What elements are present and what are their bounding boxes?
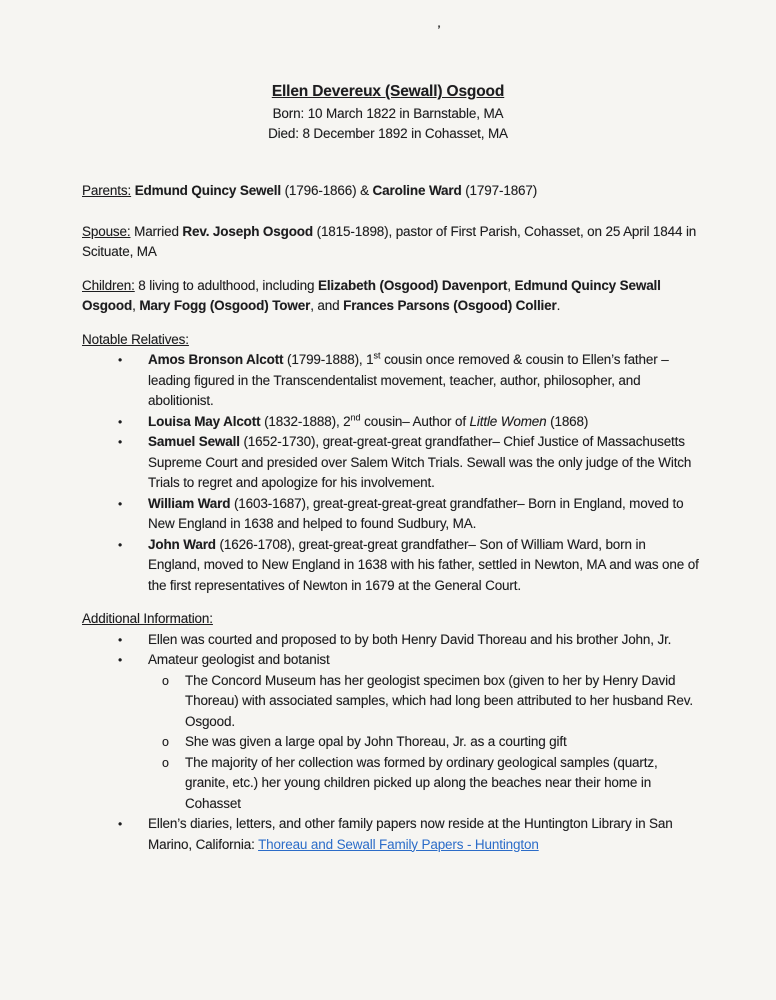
subinfo-item-collection xyxy=(82,753,700,815)
text-run: The Concord Museum has her geologist specimen box (given to her by Henry David Thoreau) with associated samples, which had long been attributed to her husband Rev. Osgood. xyxy=(185,672,693,729)
text-run: (1815-1898), pastor of First Parish, Cohasset, on 25 April 1844 in Scituate, MA xyxy=(82,223,697,259)
additional-information-heading: Additional Information: xyxy=(82,611,213,626)
bullet-icon: • xyxy=(118,537,123,552)
relative-item-samuel-sewall xyxy=(82,432,700,494)
text-run: (1797-1867) xyxy=(461,183,538,198)
notable-relatives-section xyxy=(82,330,700,597)
subinfo-item-text xyxy=(185,671,700,733)
text-run: Married xyxy=(130,223,183,239)
relative-item-text xyxy=(148,432,700,494)
circle-bullet-icon: o xyxy=(162,673,169,688)
text-run: . xyxy=(556,298,561,313)
born-line: Born: 10 March 1822 in Barnstable, MA xyxy=(272,106,504,121)
text-run: Mary Fogg (Osgood) Tower xyxy=(139,298,311,313)
bullet-icon: • xyxy=(118,435,123,449)
document-title: Ellen Devereux (Sewall) Osgood xyxy=(271,83,505,100)
text-run: Little Women xyxy=(469,413,547,429)
text-run: Parents: xyxy=(82,183,132,198)
bullet-icon: • xyxy=(118,414,123,429)
text-run: , xyxy=(507,277,515,293)
info-item-text xyxy=(148,630,700,651)
text-run: William Ward xyxy=(148,495,231,511)
text-run: (1832-1888), 2 xyxy=(260,413,351,429)
geologist-sublist xyxy=(82,671,700,815)
text-run: (1796-1866) & xyxy=(280,183,373,198)
text-run: Louisa May Alcott xyxy=(148,413,261,429)
subinfo-item-text xyxy=(185,732,700,753)
relative-item-text xyxy=(148,350,700,412)
text-run: , and xyxy=(310,298,344,313)
ordinal-superscript: st xyxy=(373,350,381,361)
parents-paragraph xyxy=(82,181,700,202)
additional-information-list xyxy=(82,630,700,856)
document-header xyxy=(0,0,776,144)
text-run: (1652-1730), great-great-great grandfather– Chief Justice of Massachusetts Supreme Court and presided over Salem Witch Trials. Sewall was the only judge of the Witch Trials to regret and apologize for his involvement. xyxy=(148,434,692,490)
relative-item-text xyxy=(148,494,700,535)
text-run: cousin– Author of xyxy=(360,413,470,429)
text-run: (1799-1888), 1 xyxy=(283,352,374,367)
text-run: Amateur geologist and botanist xyxy=(148,652,330,667)
relative-item-text xyxy=(148,412,700,433)
text-run: Ellen was courted and proposed to by both Henry David Thoreau and his brother John, Jr. xyxy=(148,631,672,647)
text-run: Spouse: xyxy=(82,223,131,239)
relative-item-louisa-may-alcott xyxy=(82,412,700,433)
relative-item-amos-bronson-alcott xyxy=(82,350,700,412)
info-item-text xyxy=(148,650,700,671)
info-item-text xyxy=(148,814,700,855)
text-run: The majority of her collection was formed by ordinary geological samples (quartz, granite, etc.) her young children picked up along the beaches near their home in Cohasset xyxy=(185,754,658,811)
additional-information-section xyxy=(82,609,700,855)
text-run: Ellen’s diaries, letters, and other family papers now reside at the Huntington Library in San Marino, California: xyxy=(148,816,673,852)
bullet-icon: • xyxy=(118,632,123,647)
text-run: (1603-1687), great-great-great-great grandfather– Born in England, moved to New England in 1638 and helped to found Sudbury, MA. xyxy=(148,495,684,531)
subinfo-item-opal xyxy=(82,732,700,753)
spouse-paragraph xyxy=(82,222,700,263)
bullet-icon: • xyxy=(118,817,123,831)
text-run: Caroline Ward xyxy=(372,183,462,198)
text-run: Amos Bronson Alcott xyxy=(148,352,284,367)
subinfo-item-text xyxy=(185,753,700,815)
text-run: (1868) xyxy=(546,413,589,429)
died-line: Died: 8 December 1892 in Cohasset, MA xyxy=(268,126,508,141)
text-run: Edmund Quincy Sewall Osgood xyxy=(82,277,661,313)
scan-speck-mark: ’ xyxy=(436,23,441,37)
info-item-huntington-papers xyxy=(82,814,700,855)
text-run: Children: xyxy=(82,277,135,293)
info-item-geologist xyxy=(82,650,700,814)
bullet-icon: • xyxy=(118,353,123,367)
document-body xyxy=(0,181,776,855)
text-run: She was given a large opal by John Thoreau, Jr. as a courting gift xyxy=(185,734,567,749)
relative-item-william-ward xyxy=(82,494,700,535)
huntington-papers-link[interactable]: Thoreau and Sewall Family Papers - Huntington xyxy=(258,836,539,852)
text-run: Edmund Quincy Sewell xyxy=(134,183,281,198)
children-paragraph xyxy=(82,276,700,317)
bullet-icon: • xyxy=(118,496,123,511)
info-item-courtship xyxy=(82,630,700,651)
text-run: Samuel Sewall xyxy=(148,434,240,449)
relative-item-john-ward xyxy=(82,535,700,597)
text-run: Frances Parsons (Osgood) Collier xyxy=(343,298,557,313)
ordinal-superscript: nd xyxy=(350,412,361,422)
text-run: Rev. Joseph Osgood xyxy=(182,223,313,239)
circle-bullet-icon: o xyxy=(162,735,169,749)
text-run: 8 living to adulthood, including xyxy=(134,277,318,293)
text-run: (1626-1708), great-great-great grandfather– Son of William Ward, born in England, moved to New England in 1638 with his father, settled in Newton, MA and was one of the first representatives of Newton in 1679 at the General Court. xyxy=(148,536,699,593)
notable-relatives-heading: Notable Relatives: xyxy=(82,331,189,347)
text-run: cousin once removed & cousin to Ellen’s father – leading figured in the Transcendentalist movement, teacher, author, philosopher, and abolitionist. xyxy=(148,352,669,408)
text-run: John Ward xyxy=(148,536,216,552)
bullet-icon: • xyxy=(118,653,123,667)
subinfo-item-concord-museum xyxy=(82,671,700,733)
text-run: Elizabeth (Osgood) Davenport xyxy=(317,277,508,293)
notable-relatives-list xyxy=(82,350,700,596)
circle-bullet-icon: o xyxy=(162,755,169,770)
text-run: , xyxy=(132,298,140,313)
relative-item-text xyxy=(148,535,700,597)
